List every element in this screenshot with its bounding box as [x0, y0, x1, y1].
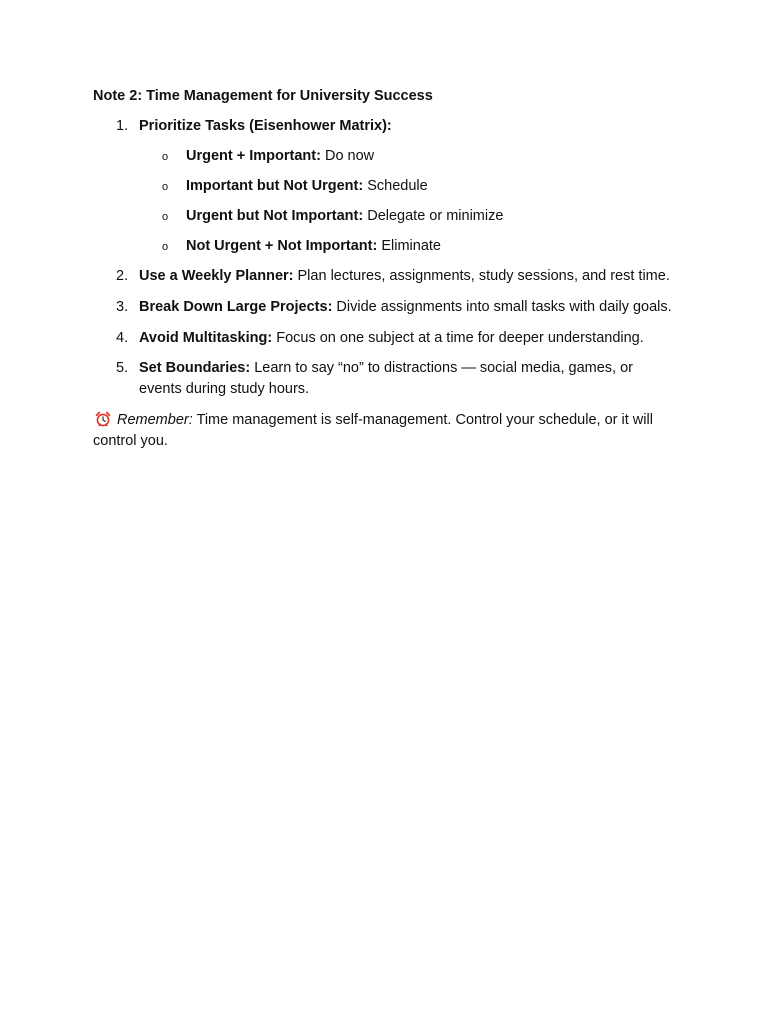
list-item-heading: Set Boundaries: [139, 360, 251, 376]
sub-item-heading: Urgent + Important: [186, 148, 321, 164]
list-item-heading: Use a Weekly Planner: [139, 268, 294, 284]
sub-item-text: Delegate or minimize [363, 208, 504, 224]
list-item-3 [93, 297, 678, 318]
list-item-heading: Avoid Multitasking: [139, 330, 273, 346]
list-item-1 [93, 116, 678, 137]
list-number: 3. [116, 299, 129, 315]
note-title: Note 2: Time Management for University Success [93, 88, 433, 104]
hollow-bullet-icon: o [162, 181, 169, 193]
list-item-text: Plan lectures, assignments, study sessions, and rest time. [293, 268, 670, 284]
sub-item-heading: Not Urgent + Not Important: [186, 238, 378, 254]
sub-item-heading: Important but Not Urgent: [186, 178, 364, 194]
hollow-bullet-icon: o [162, 151, 169, 163]
remember-label: Remember: [117, 412, 193, 428]
sub-item-text: Eliminate [377, 238, 441, 254]
sub-item-not-urgent-not-important [93, 236, 678, 257]
remember-text: Time management is self-management. Control your schedule, or it will control you. [93, 412, 653, 449]
list-number: 4. [116, 330, 129, 346]
list-item-4 [93, 328, 678, 349]
list-item-heading: Break Down Large Projects: [139, 299, 333, 315]
list-item-heading: Prioritize Tasks (Eisenhower Matrix): [139, 118, 392, 134]
alarm-clock-icon [95, 411, 111, 427]
hollow-bullet-icon: o [162, 241, 169, 253]
sub-item-important-not-urgent [93, 176, 678, 197]
list-item-2 [93, 266, 678, 287]
list-number: 2. [116, 268, 129, 284]
hollow-bullet-icon: o [162, 211, 169, 223]
list-number: 1. [116, 118, 129, 134]
sub-item-text: Do now [320, 148, 375, 164]
remember-note [93, 410, 678, 452]
list-item-text: Learn to say “no” to distractions — social media, games, or events during study hours. [139, 360, 633, 397]
sub-item-text: Schedule [363, 178, 428, 194]
document-page [93, 86, 678, 452]
sub-item-heading: Urgent but Not Important: [186, 208, 364, 224]
list-item-text: Divide assignments into small tasks with daily goals. [332, 299, 672, 315]
list-number: 5. [116, 360, 129, 376]
list-item-5 [93, 358, 678, 400]
sub-item-urgent-important [93, 146, 678, 167]
list-item-text: Focus on one subject at a time for deeper understanding. [272, 330, 644, 346]
sub-item-urgent-not-important [93, 206, 678, 227]
